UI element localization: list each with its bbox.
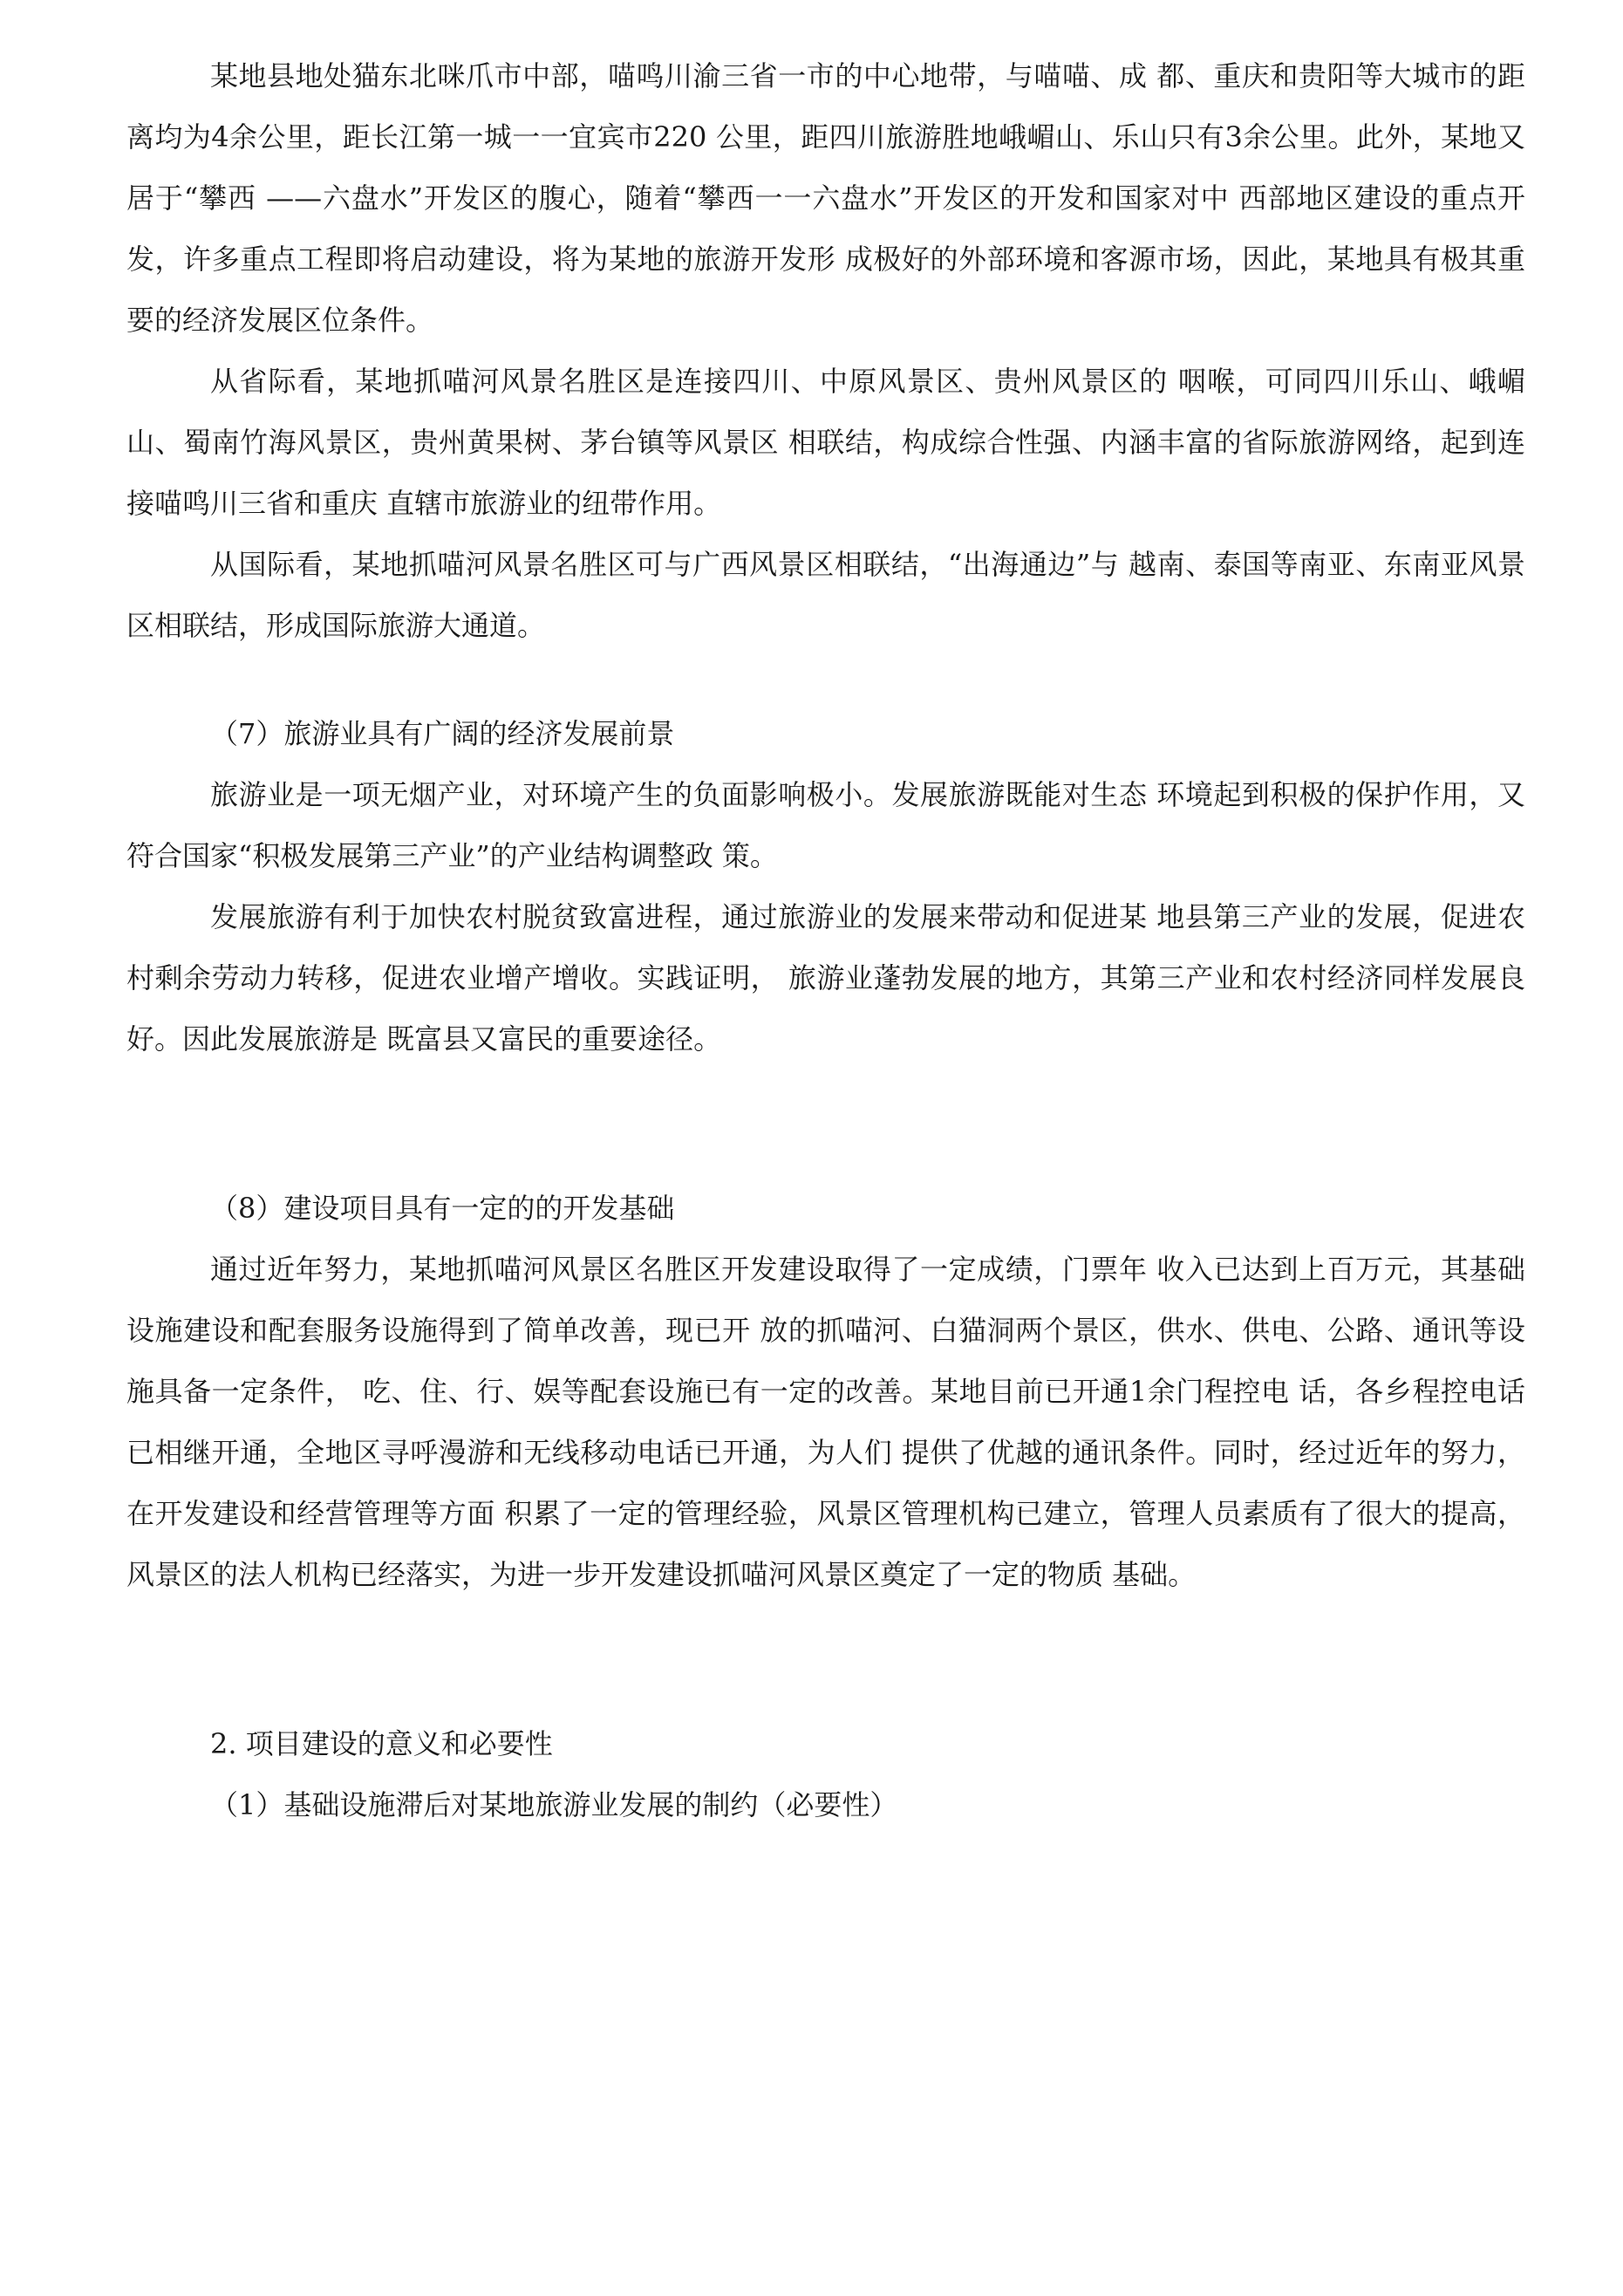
section-spacer [126,656,1525,703]
section-2-subheading: （1）基础设施滞后对某地旅游业发展的制约（必要性） [210,1788,898,1821]
paragraph-international: 从国际看，某地抓喵河风景名胜区可与广西风景区相联结，“出海通边”与 越南、泰国等南亚、东南亚风景区相联结，形成国际旅游大通道。 [126,548,1525,642]
section-spacer [126,1069,1525,1178]
section-7-paragraph-1: 旅游业是一项无烟产业，对环境产生的负面影响极小。发展旅游既能对生态 环境起到积极的保护作用，又符合国家“积极发展第三产业”的产业结构调整政 策。 [126,778,1525,872]
section-7-heading: （7）旅游业具有广阔的经济发展前景 [210,717,675,750]
section-2-heading: 2. 项目建设的意义和必要性 [210,1727,553,1760]
paragraph-location: 某地县地处猫东北咪爪市中部，喵鸣川渝三省一市的中心地带，与喵喵、成 都、重庆和贵阳等大城市的距离均为4余公里，距长江第一城一一宜宾市220 公里，距四川旅游胜地峨嵋山、乐山只有3余公里。此外，某地又居于“攀西 ——六盘水”开发区的腹心，随着“攀西一一六盘水”开发区的开发和国家对中 西部地区建设的重点开发，许多重点工程即将启动建设，将为某地的旅游开发形 成极好的外部环境和客源市场，因此，某地具有极其重要的经济发展区位条件。 [126,59,1525,337]
section-8-paragraph-1: 通过近年努力，某地抓喵河风景区名胜区开发建设取得了一定成绩，门票年 收入已达到上百万元，其基础设施建设和配套服务设施得到了简单改善，现已开 放的抓喵河、白猫洞两个景区，供水、供电、公路、通讯等设施具备一定条件， 吃、住、行、娱等配套设施已有一定的改善。某地目前已开通1余门程控电 话，各乡程控电话已相继开通，全地区寻呼漫游和无线移动电话已开通，为人们 提供了优越的通讯条件。同时，经过近年的努力，在开发建设和经营管理等方面 积累了一定的管理经验，风景区管理机构已建立，管理人员素质有了很大的提高， 风景区的法人机构已经落实，为进一步开发建设抓喵河风景区奠定了一定的物质 基础。 [126,1253,1525,1591]
section-2 [126,1713,1525,1835]
section-spacer [126,1605,1525,1713]
section-8-heading: （8）建设项目具有一定的的开发基础 [210,1192,675,1225]
intro-section [126,45,1525,656]
section-7-paragraph-2: 发展旅游有利于加快农村脱贫致富进程，通过旅游业的发展来带动和促进某 地县第三产业的发展，促进农村剩余劳动力转移，促进农业增产增收。实践证明， 旅游业蓬勃发展的地方，其第三产业和农村经济同样发展良好。因此发展旅游是 既富县又富民的重要途径。 [126,900,1525,1056]
section-7 [126,703,1525,1069]
paragraph-provincial: 从省际看，某地抓喵河风景名胜区是连接四川、中原风景区、贵州风景区的 咽喉，可同四川乐山、峨嵋山、蜀南竹海风景区，贵州黄果树、茅台镇等风景区 相联结，构成综合性强、内涵丰富的省际旅游网络，起到连接喵鸣川三省和重庆 直辖市旅游业的纽带作用。 [126,365,1525,520]
section-8 [126,1178,1525,1605]
